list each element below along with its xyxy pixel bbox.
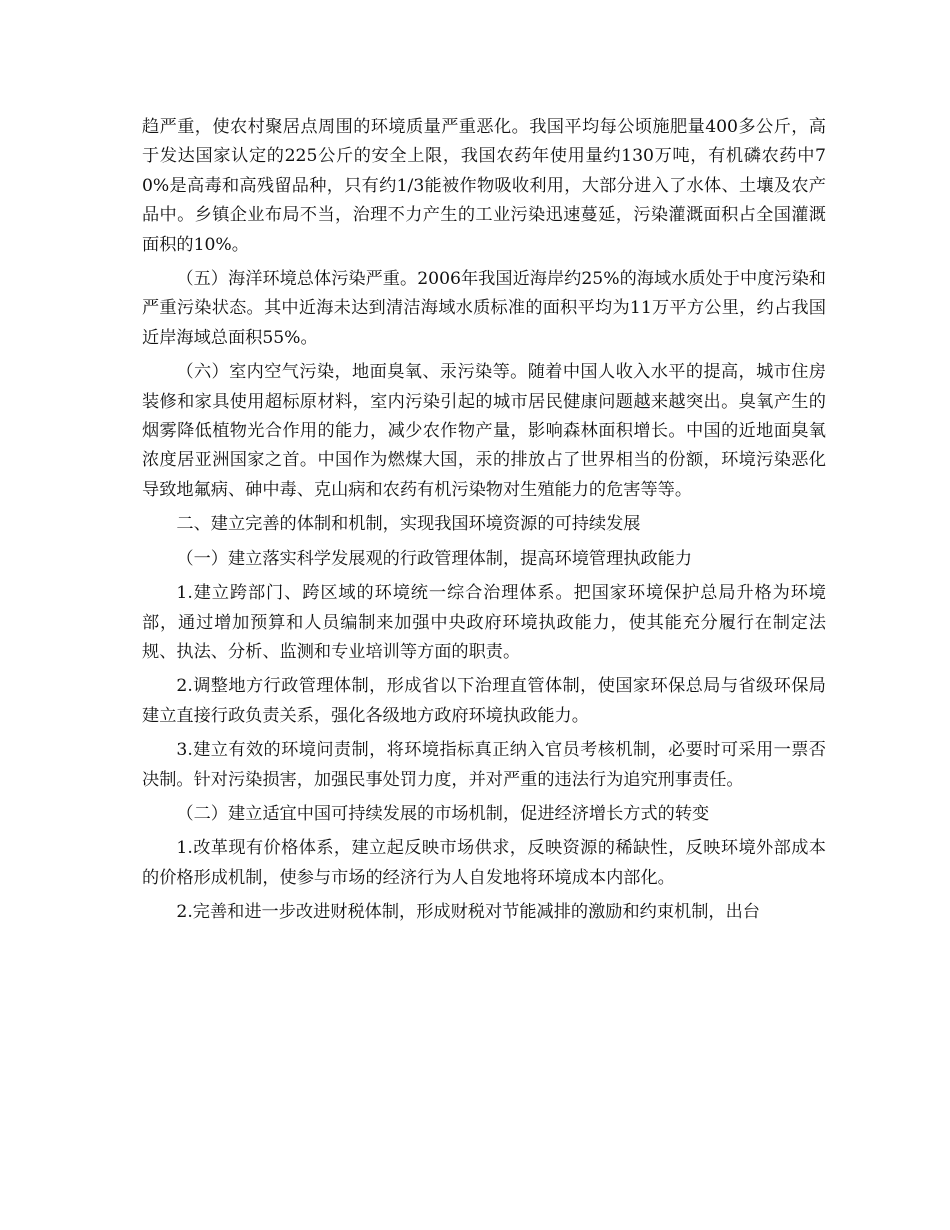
list-item-2: 2.调整地方行政管理体制，形成省以下治理直管体制，使国家环保总局与省级环保局建立直接行政负责关系，强化各级地方政府环境执政能力。 <box>142 676 826 726</box>
list-item-1: 1.建立跨部门、跨区域的环境统一综合治理体系。把国家环境保护总局升格为环境部，通过增加预算和人员编制来加强中央政府环境执政能力，使其能充分履行在制定法规、执法、分析、监测和专业培训等方面的职责。 <box>142 583 826 662</box>
paragraph-indoor-air-pollution: （六）室内空气污染，地面臭氧、汞污染等。随着中国人收入水平的提高，城市住房装修和家具使用超标原材料，室内污染引起的城市居民健康问题越来越突出。臭氧产生的烟雾降低植物光合作用的能力，减少农作物产量，影响森林面积增长。中国的近地面臭氧浓度居亚洲国家之首。中国作为燃煤大国，汞的排放占了世界相当的份额，环境污染恶化导致地氟病、砷中毒、克山病和农药有机污染物对生殖能力的危害等等。 <box>142 362 826 500</box>
subsection-heading-two: （二）建立适宜中国可持续发展的市场机制，促进经济增长方式的转变 <box>176 803 710 824</box>
paragraph-marine-pollution: （五）海洋环境总体污染严重。2006年我国近海岸约25%的海域水质处于中度污染和严重污染状态。其中近海未达到清洁海域水质标准的面积平均为11万平方公里，约占我国近岸海域总面积55%。 <box>142 269 826 348</box>
subsection-heading-one: （一）建立落实科学发展观的行政管理体制，提高环境管理执政能力 <box>176 548 693 569</box>
document-page <box>142 113 826 933</box>
section-heading-two: 二、建立完善的体制和机制，实现我国环境资源的可持续发展 <box>176 514 641 535</box>
paragraph-continued: 趋严重，使农村聚居点周围的环境质量严重恶化。我国平均每公顷施肥量400多公斤，高于发达国家认定的225公斤的安全上限，我国农药年使用量约130万吨，有机磷农药中70%是高毒和高残留品种，只有约1/3能被作物吸收利用，大部分进入了水体、土壤及农产品中。乡镇企业布局不当，治理不力产生的工业污染迅速蔓延，污染灌溉面积占全国灌溉面积的10%。 <box>142 117 826 255</box>
list-item-3: 3.建立有效的环境问责制，将环境指标真正纳入官员考核机制，必要时可采用一票否决制。针对污染损害，加强民事处罚力度，并对严重的违法行为追究刑事责任。 <box>142 740 826 790</box>
list-item-market-1: 1.改革现有价格体系，建立起反映市场供求，反映资源的稀缺性，反映环境外部成本的价格形成机制，使参与市场的经济行为人自发地将环境成本内部化。 <box>142 838 826 888</box>
list-item-market-2: 2.完善和进一步改进财税体制，形成财税对节能减排的激励和约束机制，出台 <box>176 902 760 923</box>
